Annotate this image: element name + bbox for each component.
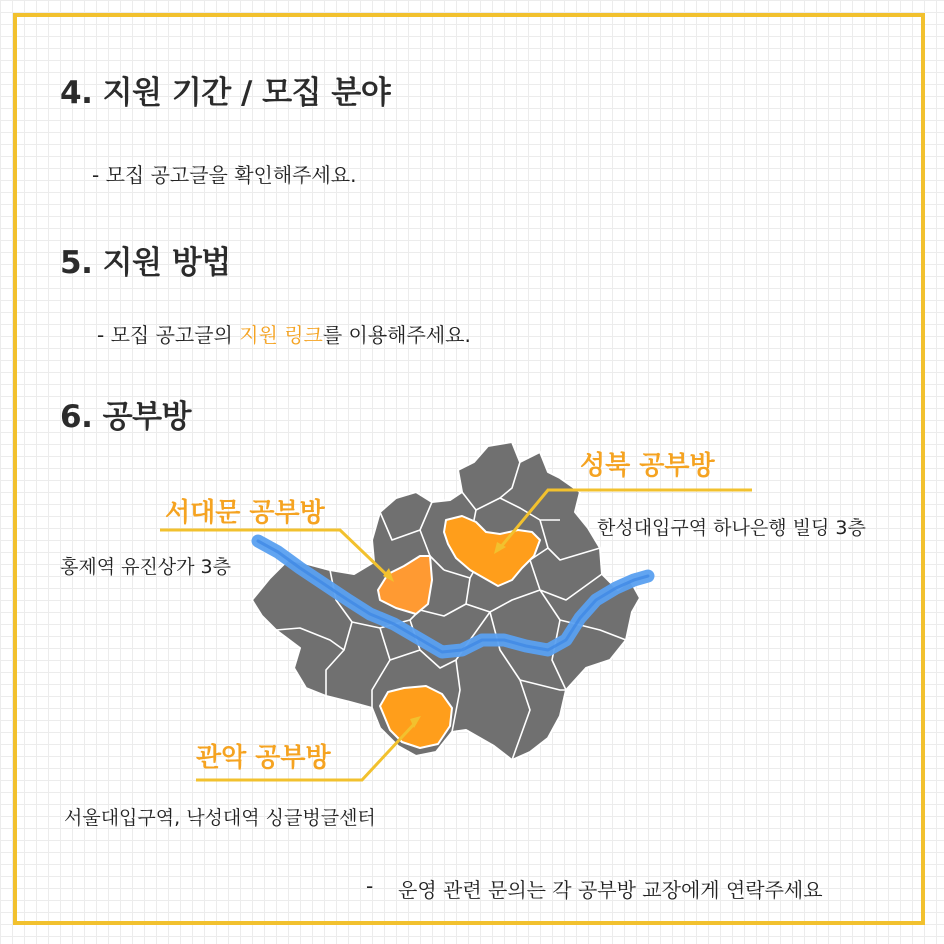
method-text-after: 를 이용해주세요. [322, 323, 471, 347]
address-seongbuk: 한성대입구역 하나은행 빌딩 3층 [597, 517, 866, 539]
footer-note: 운영 관련 문의는 각 공부방 교장에게 연락주세요 [398, 878, 823, 902]
section-study-heading: 6. 공부방 [60, 399, 191, 435]
section-method-heading: 5. 지원 방법 [60, 245, 231, 281]
address-gwanak: 서울대입구역, 낙성대역 싱글벙글센터 [64, 807, 376, 829]
label-seodaemun: 서대문 공부방 [165, 498, 325, 528]
address-seodaemun: 홍제역 유진상가 3층 [60, 556, 231, 578]
footer-dash: - [366, 874, 374, 898]
label-seongbuk: 성북 공부방 [580, 451, 715, 481]
method-text-before: - 모집 공고글의 [97, 323, 240, 347]
apply-link-text: 지원 링크 [239, 323, 323, 347]
section-period-heading: 4. 지원 기간 / 모집 분야 [60, 75, 391, 111]
label-gwanak: 관악 공부방 [196, 743, 331, 773]
section-period-text: - 모집 공고글을 확인해주세요. [92, 163, 357, 187]
